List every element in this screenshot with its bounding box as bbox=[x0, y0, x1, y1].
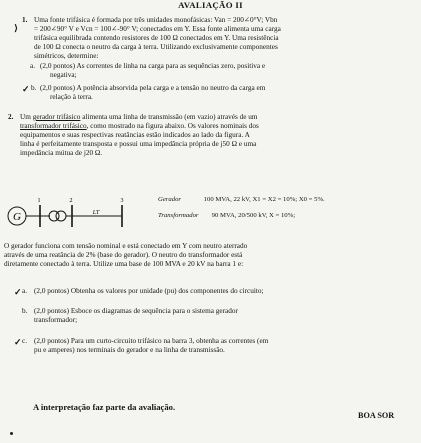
q2b-label: b. bbox=[22, 307, 28, 315]
q2b-text bbox=[34, 307, 416, 325]
q2b-line: (2,0 pontos) Esboce os diagramas de sequência para o sistema gerador bbox=[34, 307, 238, 315]
q2-body bbox=[4, 242, 416, 269]
q2c-line: (2,0 pontos) Para um curto-circuito trifásico na barra 3, obtenha as correntes (em bbox=[34, 337, 269, 345]
q2-line: equipamentos e suas respectivas reatâncias estão indicados ao lado da figura. A bbox=[20, 131, 250, 140]
q1-number: 1. bbox=[22, 16, 28, 24]
q2-line: transformador trifásico, como mostrado na figura abaixo. Os valores nominais dos bbox=[20, 122, 259, 131]
q2-line: impedância mútua de j20 Ω. bbox=[20, 149, 103, 158]
q2-line: linha é perfeitamente transposta e possui uma impedância própria de j50 Ω e uma bbox=[20, 140, 257, 149]
q2-underline-transformer: transformador trifásico bbox=[20, 122, 87, 131]
q2-underline-generator: gerador trifásico bbox=[32, 113, 81, 121]
q2b-line: transformador; bbox=[34, 316, 78, 325]
check-mark-2: ✓ bbox=[22, 84, 30, 94]
q1a-line: negativa; bbox=[50, 71, 77, 80]
q2a-label: a. bbox=[22, 287, 28, 295]
q2c-text bbox=[34, 337, 416, 355]
q1b-line: (2,0 pontos) A potência absorvida pela carga e a tensão no neutro da carga em bbox=[40, 84, 266, 92]
exam-title: AVALIAÇÃO II bbox=[178, 0, 243, 10]
transmission-line-label: LT bbox=[92, 210, 100, 216]
q1a-label: a. bbox=[30, 62, 36, 70]
q1b-line: relação à terra. bbox=[50, 93, 93, 102]
generator-spec bbox=[158, 194, 418, 206]
q1a-text bbox=[40, 62, 410, 80]
equipment-specs bbox=[158, 194, 418, 222]
q1-line: Uma fonte trifásica é formada por três unidades monofásicas: Van = 200∠0°V; Vbn bbox=[34, 16, 278, 24]
q2-body-line: através de uma reatância de 2% (base do gerador). O neutro do transformador está bbox=[4, 251, 243, 260]
transformer-spec bbox=[158, 210, 418, 222]
transformer-spec-values: 90 MVA, 20/500 kV, X = 10%; bbox=[211, 212, 296, 219]
check-mark-3: ✓ bbox=[14, 287, 22, 297]
q2-number: 2. bbox=[8, 113, 14, 121]
q1b-text bbox=[40, 84, 410, 102]
check-mark-1: ⟩ bbox=[14, 23, 19, 33]
q2-line: Um gerador trifásico alimenta uma linha de transmissão (em vazio) através de um bbox=[20, 113, 258, 121]
q1-line: trifásica equilibrada contendo resistores de 100 Ω conectados em Y. Uma resistência bbox=[34, 34, 279, 43]
bus-2-label: 2 bbox=[69, 198, 73, 204]
q2-body-line: diretamente conectado à terra. Utilize uma base de 100 MVA e 20 kV na barra 1 e: bbox=[4, 260, 244, 269]
generator-label: G bbox=[13, 211, 21, 223]
q2-body-line: O gerador funciona com tensão nominal e está conectado em Y com neutro aterrado bbox=[4, 242, 248, 250]
footer-note: A interpretação faz parte da avaliação. bbox=[33, 402, 176, 412]
q2-statement bbox=[20, 113, 412, 158]
transformer-spec-label: Transformador bbox=[158, 212, 199, 219]
check-mark-4: ✓ bbox=[14, 337, 22, 347]
q1-line: de 100 Ω conecta o neutro da carga à terra. Utilizando exclusivamente componentes bbox=[34, 43, 278, 52]
q1b-label: b. bbox=[31, 84, 37, 92]
q1-line: simétricos, determine: bbox=[34, 52, 99, 61]
generator-spec-label: Gerador bbox=[158, 196, 182, 203]
q2a-text: (2,0 pontos) Obtenha os valores por unidade (pu) dos componentes do circuito; bbox=[34, 287, 264, 295]
q2c-label: c. bbox=[22, 337, 28, 345]
footer-closing: BOA SOR bbox=[358, 411, 395, 420]
transformer-secondary bbox=[56, 211, 66, 221]
generator-spec-values: 100 MVA, 22 kV, X1 = X2 = 10%; X0 = 5%. bbox=[203, 196, 325, 203]
q1a-line: (2,0 pontos) As correntes de linha na carga para as sequências zero, positiva e bbox=[40, 62, 266, 70]
bus-1-label: 1 bbox=[37, 198, 41, 204]
q2c-line: pu e amperes) nos terminais do gerador e na linha de transmissão. bbox=[34, 346, 225, 355]
bus-3-label: 3 bbox=[120, 198, 124, 204]
scan-speck bbox=[10, 432, 13, 435]
circuit-diagram bbox=[4, 196, 144, 236]
q1-line: = 200∠90° V e Vcn = 100∠-90° V; conectados em Y. Essa fonte alimenta uma carga bbox=[34, 25, 281, 34]
q1-statement bbox=[34, 16, 414, 61]
